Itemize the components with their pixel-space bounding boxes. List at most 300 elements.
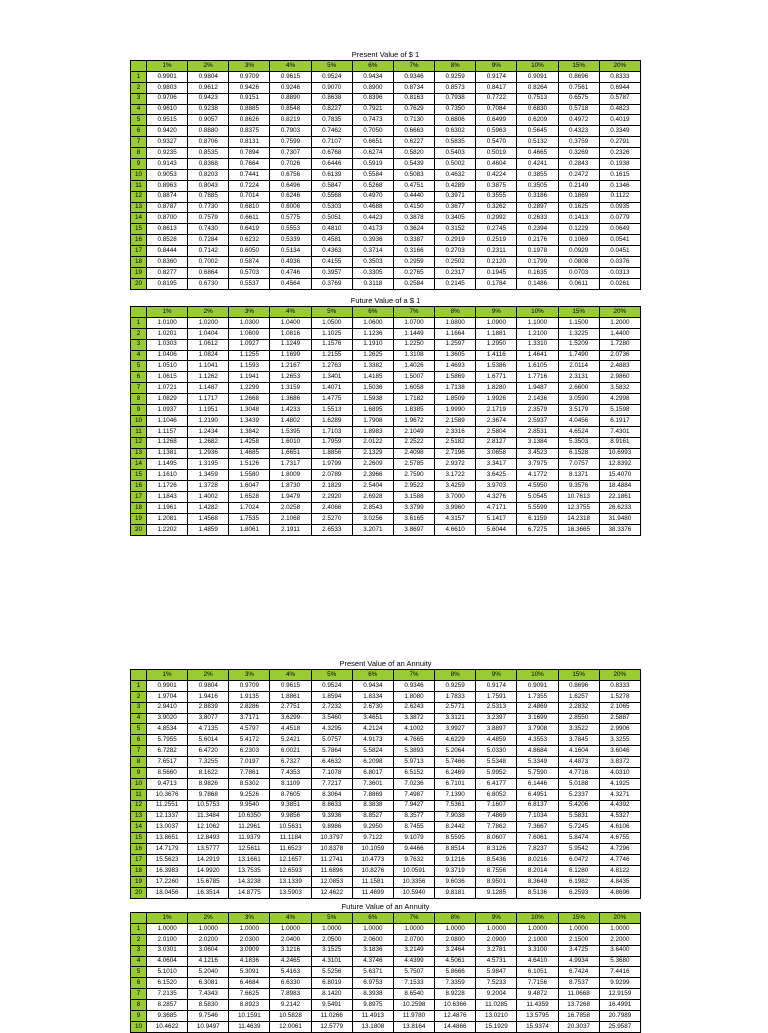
period-cell: 3	[131, 945, 147, 956]
value-cell: 0.6944	[599, 82, 640, 93]
value-cell: 0.1938	[599, 159, 640, 170]
value-cell: 0.7430	[188, 224, 229, 235]
rate-header: 15%	[558, 913, 599, 924]
value-cell: 2.6730	[352, 702, 393, 713]
table-row	[131, 328, 641, 339]
value-cell: 4.2124	[352, 724, 393, 735]
value-cell: 10.3797	[311, 833, 352, 844]
value-cell: 1.8730	[270, 481, 311, 492]
value-cell: 1.8856	[311, 448, 352, 459]
value-cell: 1.2434	[188, 426, 229, 437]
value-cell: 10.3676	[147, 789, 188, 800]
value-cell: 8.8527	[352, 811, 393, 822]
period-cell: 6	[131, 372, 147, 383]
value-cell: 0.7629	[393, 104, 434, 115]
value-cell: 38.3376	[599, 524, 640, 535]
value-cell: 4.6610	[435, 524, 476, 535]
value-cell: 8.7556	[476, 866, 517, 877]
value-cell: 0.4289	[435, 180, 476, 191]
value-cell: 0.4150	[393, 202, 434, 213]
value-cell: 6.1159	[517, 513, 558, 524]
value-cell: 2.6928	[352, 492, 393, 503]
value-cell: 9.1079	[393, 833, 434, 844]
value-cell: 13.1808	[352, 1021, 393, 1032]
value-cell: 8.7537	[558, 978, 599, 989]
value-cell: 0.5568	[311, 191, 352, 202]
rate-header: 8%	[435, 307, 476, 318]
value-cell: 0.3714	[352, 246, 393, 257]
value-cell: 0.9091	[517, 680, 558, 691]
value-cell: 2.1065	[599, 702, 640, 713]
table-row	[131, 833, 641, 844]
corner-cell	[131, 61, 147, 72]
value-cell: 6.8137	[517, 800, 558, 811]
value-cell: 12.1337	[147, 811, 188, 822]
rate-header: 2%	[188, 307, 229, 318]
value-cell: 0.7938	[435, 93, 476, 104]
value-cell: 7.6061	[517, 833, 558, 844]
value-cell: 0.4810	[311, 224, 352, 235]
value-cell: 0.6006	[270, 202, 311, 213]
value-cell: 7.7862	[476, 822, 517, 833]
value-cell: 1.3686	[270, 394, 311, 405]
value-cell: 0.8963	[147, 180, 188, 191]
value-cell: 6.2593	[558, 887, 599, 898]
value-cell: 1.5036	[352, 383, 393, 394]
value-cell: 2.8550	[558, 713, 599, 724]
value-cell: 1.1593	[229, 361, 270, 372]
value-cell: 1.6010	[270, 437, 311, 448]
value-cell: 0.9515	[147, 115, 188, 126]
table-row	[131, 213, 641, 224]
value-cell: 1.2100	[517, 328, 558, 339]
value-cell: 0.4632	[435, 169, 476, 180]
value-cell: 11.3484	[188, 811, 229, 822]
period-cell: 7	[131, 383, 147, 394]
value-cell: 4.5327	[599, 811, 640, 822]
value-cell: 7.4343	[188, 989, 229, 1000]
value-cell: 3.4725	[558, 945, 599, 956]
value-cell: 7.4987	[393, 789, 434, 800]
value-cell: 1.1000	[517, 317, 558, 328]
value-cell: 2.3966	[352, 470, 393, 481]
value-cell: 0.9709	[229, 680, 270, 691]
value-cell: 4.1604	[558, 746, 599, 757]
value-cell: 4.8435	[599, 876, 640, 887]
value-cell: 1.4185	[352, 372, 393, 383]
value-cell: 6.1528	[558, 448, 599, 459]
value-cell: 7.7861	[229, 768, 270, 779]
value-cell: 4.7296	[599, 844, 640, 855]
value-cell: 3.3417	[476, 459, 517, 470]
value-cell: 0.5835	[435, 137, 476, 148]
value-cell: 8.9826	[188, 778, 229, 789]
value-cell: 0.8890	[270, 93, 311, 104]
table-row	[131, 1021, 641, 1032]
value-cell: 0.8444	[147, 246, 188, 257]
value-cell: 0.0541	[599, 235, 640, 246]
table-row	[131, 492, 641, 503]
value-cell: 1.8009	[270, 470, 311, 481]
value-cell: 0.0261	[599, 278, 640, 289]
table-row	[131, 459, 641, 470]
value-cell: 5.8474	[558, 833, 599, 844]
period-cell: 19	[131, 513, 147, 524]
value-cell: 1.8080	[393, 691, 434, 702]
value-cell: 2.9860	[599, 372, 640, 383]
value-cell: 1.2950	[476, 339, 517, 350]
value-cell: 0.8626	[229, 115, 270, 126]
value-cell: 4.1772	[517, 470, 558, 481]
value-cell: 0.4823	[599, 104, 640, 115]
value-cell: 2.0100	[147, 934, 188, 945]
value-cell: 1.6047	[229, 481, 270, 492]
value-cell: 0.7894	[229, 148, 270, 159]
value-cell: 1.0829	[147, 394, 188, 405]
value-cell: 0.7050	[352, 126, 393, 137]
value-cell: 2.3674	[476, 415, 517, 426]
value-cell: 3.1836	[352, 945, 393, 956]
period-cell: 4	[131, 956, 147, 967]
value-cell: 5.1598	[599, 405, 640, 416]
value-cell: 9.3851	[270, 800, 311, 811]
value-cell: 2.1000	[517, 934, 558, 945]
value-cell: 0.7513	[517, 93, 558, 104]
value-cell: 10.5828	[270, 1011, 311, 1022]
value-cell: 1.0303	[147, 339, 188, 350]
value-cell: 2.4883	[599, 361, 640, 372]
value-cell: 8.5595	[435, 833, 476, 844]
value-cell: 4.6524	[558, 426, 599, 437]
value-cell: 1.7908	[352, 415, 393, 426]
rate-header: 10%	[517, 913, 558, 924]
value-cell: 3.8897	[476, 724, 517, 735]
value-cell: 0.3262	[476, 202, 517, 213]
value-cell: 1.1843	[147, 492, 188, 503]
rate-header: 20%	[599, 670, 640, 681]
value-cell: 0.8203	[188, 169, 229, 180]
value-cell: 10.5940	[393, 887, 434, 898]
value-cell: 0.4564	[270, 278, 311, 289]
value-cell: 0.4665	[517, 148, 558, 159]
table-row	[131, 448, 641, 459]
value-cell: 11.1184	[270, 833, 311, 844]
value-cell: 1.7103	[311, 426, 352, 437]
table-row	[131, 224, 641, 235]
period-cell: 7	[131, 746, 147, 757]
value-cell: 3.3100	[517, 945, 558, 956]
value-cell: 9.7868	[188, 789, 229, 800]
value-cell: 4.0310	[599, 768, 640, 779]
value-cell: 0.8417	[476, 82, 517, 93]
value-cell: 1.1025	[311, 328, 352, 339]
value-cell: 0.9420	[147, 126, 188, 137]
value-cell: 1.5580	[229, 470, 270, 481]
table-title: Future Value of a $ 1	[350, 296, 421, 305]
value-cell: 1.3195	[188, 459, 229, 470]
value-cell: 6.2098	[352, 757, 393, 768]
value-cell: 0.3855	[517, 169, 558, 180]
value-cell: 0.9346	[393, 680, 434, 691]
value-cell: 6.3081	[188, 978, 229, 989]
value-cell: 4.1216	[188, 956, 229, 967]
value-cell: 0.9238	[188, 104, 229, 115]
table-row	[131, 257, 641, 268]
value-cell: 0.5703	[229, 267, 270, 278]
value-cell: 8.0607	[476, 833, 517, 844]
period-cell: 11	[131, 180, 147, 191]
table-row	[131, 82, 641, 93]
period-cell: 3	[131, 339, 147, 350]
rate-header: 8%	[435, 670, 476, 681]
value-cell: 1.1487	[188, 383, 229, 394]
value-cell: 8.8923	[229, 1000, 270, 1011]
table-row	[131, 945, 641, 956]
value-cell: 0.0313	[599, 267, 640, 278]
value-cell: 10.5753	[188, 800, 229, 811]
value-cell: 8.8514	[435, 844, 476, 855]
value-cell: 5.0330	[476, 746, 517, 757]
rate-header: 10%	[517, 670, 558, 681]
value-cell: 2.0789	[311, 470, 352, 481]
value-cell: 0.3957	[311, 267, 352, 278]
value-cell: 1.3401	[311, 372, 352, 383]
value-cell: 6.7424	[558, 967, 599, 978]
value-cell: 2.2000	[599, 934, 640, 945]
value-cell: 1.4002	[188, 492, 229, 503]
value-cell: 2.9906	[599, 724, 640, 735]
value-cell: 2.0200	[188, 934, 229, 945]
value-cell: 1.7138	[435, 383, 476, 394]
period-cell: 4	[131, 104, 147, 115]
value-cell: 0.2394	[517, 224, 558, 235]
value-cell: 1.0000	[599, 923, 640, 934]
value-cell: 7.3359	[435, 978, 476, 989]
value-cell: 1.2682	[188, 437, 229, 448]
value-cell: 0.2176	[517, 235, 558, 246]
value-cell: 0.7885	[188, 191, 229, 202]
table-row	[131, 680, 641, 691]
value-cell: 5.6371	[352, 967, 393, 978]
value-cell: 6.2303	[229, 746, 270, 757]
value-cell: 8.3577	[393, 811, 434, 822]
value-cell: 7.0757	[558, 459, 599, 470]
value-cell: 0.3305	[352, 267, 393, 278]
value-cell: 2.5771	[435, 702, 476, 713]
value-cell: 4.3271	[599, 789, 640, 800]
period-cell: 9	[131, 159, 147, 170]
rate-header: 5%	[311, 913, 352, 924]
value-cell: 5.4206	[558, 800, 599, 811]
rate-header: 4%	[270, 913, 311, 924]
value-cell: 3.3255	[599, 735, 640, 746]
value-cell: 8.0216	[517, 855, 558, 866]
value-cell: 0.4363	[311, 246, 352, 257]
table-row	[131, 361, 641, 372]
period-cell: 1	[131, 680, 147, 691]
value-cell: 0.1346	[599, 180, 640, 191]
value-cell: 7.8237	[517, 844, 558, 855]
value-cell: 1.0800	[435, 317, 476, 328]
value-cell: 4.4518	[270, 724, 311, 735]
value-cell: 1.4859	[188, 524, 229, 535]
value-cell: 2.1329	[352, 448, 393, 459]
value-cell: 0.8163	[393, 93, 434, 104]
value-cell: 0.5645	[517, 126, 558, 137]
value-cell: 0.5718	[558, 104, 599, 115]
value-cell: 3.7908	[517, 724, 558, 735]
period-cell: 4	[131, 350, 147, 361]
value-cell: 8.1622	[188, 768, 229, 779]
value-cell: 0.5051	[311, 213, 352, 224]
value-cell: 0.1615	[599, 169, 640, 180]
table-row	[131, 702, 641, 713]
value-cell: 1.6058	[393, 383, 434, 394]
value-cell: 20.7989	[599, 1011, 640, 1022]
value-cell: 2.1068	[270, 513, 311, 524]
period-cell: 19	[131, 267, 147, 278]
value-cell: 0.9143	[147, 159, 188, 170]
value-cell: 6.4951	[517, 789, 558, 800]
value-cell: 7.0236	[393, 778, 434, 789]
value-cell: 1.5209	[558, 339, 599, 350]
period-cell: 11	[131, 789, 147, 800]
value-cell: 7.4869	[476, 811, 517, 822]
value-cell: 0.8219	[270, 115, 311, 126]
period-cell: 16	[131, 844, 147, 855]
value-cell: 7.9427	[393, 800, 434, 811]
value-cell: 0.0935	[599, 202, 640, 213]
header-row	[131, 670, 641, 681]
value-cell: 2.0700	[393, 934, 434, 945]
value-cell: 3.0604	[188, 945, 229, 956]
value-cell: 0.5537	[229, 278, 270, 289]
period-cell: 13	[131, 811, 147, 822]
value-cell: 0.4173	[352, 224, 393, 235]
value-cell: 0.2745	[476, 224, 517, 235]
value-cell: 1.8280	[476, 383, 517, 394]
value-cell: 0.8885	[229, 104, 270, 115]
value-cell: 0.7561	[558, 82, 599, 93]
table-row	[131, 513, 641, 524]
value-cell: 4.7746	[599, 855, 640, 866]
value-cell: 0.0611	[558, 278, 599, 289]
table-row	[131, 383, 641, 394]
value-cell: 1.0612	[188, 339, 229, 350]
value-cell: 9.4872	[517, 989, 558, 1000]
value-cell: 3.8077	[188, 713, 229, 724]
value-cell: 1.9416	[188, 691, 229, 702]
value-cell: 1.4233	[270, 405, 311, 416]
value-cell: 2.7590	[393, 470, 434, 481]
value-cell: 1.3108	[393, 350, 434, 361]
value-cell: 1.1381	[147, 448, 188, 459]
value-cell: 5.4172	[229, 735, 270, 746]
value-cell: 0.6575	[558, 93, 599, 104]
value-cell: 1.1249	[270, 339, 311, 350]
value-cell: 11.0668	[558, 989, 599, 1000]
value-cell: 8.5302	[229, 778, 270, 789]
value-cell: 1.7833	[435, 691, 476, 702]
value-cell: 0.7835	[311, 115, 352, 126]
value-cell: 0.3878	[393, 213, 434, 224]
value-cell: 1.1500	[558, 317, 599, 328]
rate-header: 2%	[188, 913, 229, 924]
value-cell: 0.3875	[476, 180, 517, 191]
value-cell: 0.2472	[558, 169, 599, 180]
value-cell: 1.8061	[229, 524, 270, 535]
rate-header: 9%	[476, 61, 517, 72]
value-cell: 8.3938	[352, 989, 393, 1000]
value-cell: 8.3064	[311, 789, 352, 800]
rate-header: 20%	[599, 913, 640, 924]
rate-header: 15%	[558, 670, 599, 681]
value-cell: 2.0600	[352, 934, 393, 945]
value-cell: 5.0545	[517, 492, 558, 503]
value-cell: 5.2337	[558, 789, 599, 800]
value-cell: 2.6600	[558, 383, 599, 394]
value-cell: 2.5404	[352, 481, 393, 492]
value-cell: 6.7275	[517, 524, 558, 535]
value-cell: 11.2961	[229, 822, 270, 833]
period-cell: 1	[131, 317, 147, 328]
table-row	[131, 317, 641, 328]
value-cell: 9.4713	[147, 778, 188, 789]
value-cell: 0.3387	[393, 235, 434, 246]
rate-header: 3%	[229, 307, 270, 318]
value-cell: 1.0404	[188, 328, 229, 339]
value-cell: 9.7632	[393, 855, 434, 866]
value-cell: 1.5386	[476, 361, 517, 372]
value-cell: 10.6993	[599, 448, 640, 459]
value-cell: 9.9540	[229, 800, 270, 811]
value-cell: 3.9020	[147, 713, 188, 724]
value-cell: 2.0300	[229, 934, 270, 945]
value-cell: 1.5938	[352, 394, 393, 405]
fv-annuity-table-block	[130, 902, 641, 1033]
value-cell: 0.3503	[352, 257, 393, 268]
value-cell: 11.9379	[229, 833, 270, 844]
value-cell: 0.8368	[188, 159, 229, 170]
value-cell: 12.8392	[599, 459, 640, 470]
value-cell: 0.2919	[435, 235, 476, 246]
value-cell: 4.3295	[311, 724, 352, 735]
period-cell: 12	[131, 437, 147, 448]
value-cell: 0.3118	[352, 278, 393, 289]
value-cell: 0.8333	[599, 680, 640, 691]
value-cell: 15.5623	[147, 855, 188, 866]
value-cell: 1.2190	[188, 415, 229, 426]
value-cell: 0.3186	[517, 191, 558, 202]
period-cell: 14	[131, 822, 147, 833]
value-cell: 1.1699	[270, 350, 311, 361]
value-cell: 1.2763	[311, 361, 352, 372]
value-cell: 12.6593	[270, 866, 311, 877]
value-cell: 9.1285	[476, 887, 517, 898]
table-row	[131, 778, 641, 789]
value-cell: 1.7535	[229, 513, 270, 524]
value-cell: 5.6044	[476, 524, 517, 535]
value-cell: 4.9934	[558, 956, 599, 967]
value-cell: 2.4869	[517, 702, 558, 713]
value-cell: 13.5795	[517, 1011, 558, 1022]
rate-header: 10%	[517, 307, 558, 318]
table-row	[131, 169, 641, 180]
table-row	[131, 115, 641, 126]
value-cell: 0.6806	[435, 115, 476, 126]
table-row	[131, 978, 641, 989]
value-cell: 14.7179	[147, 844, 188, 855]
